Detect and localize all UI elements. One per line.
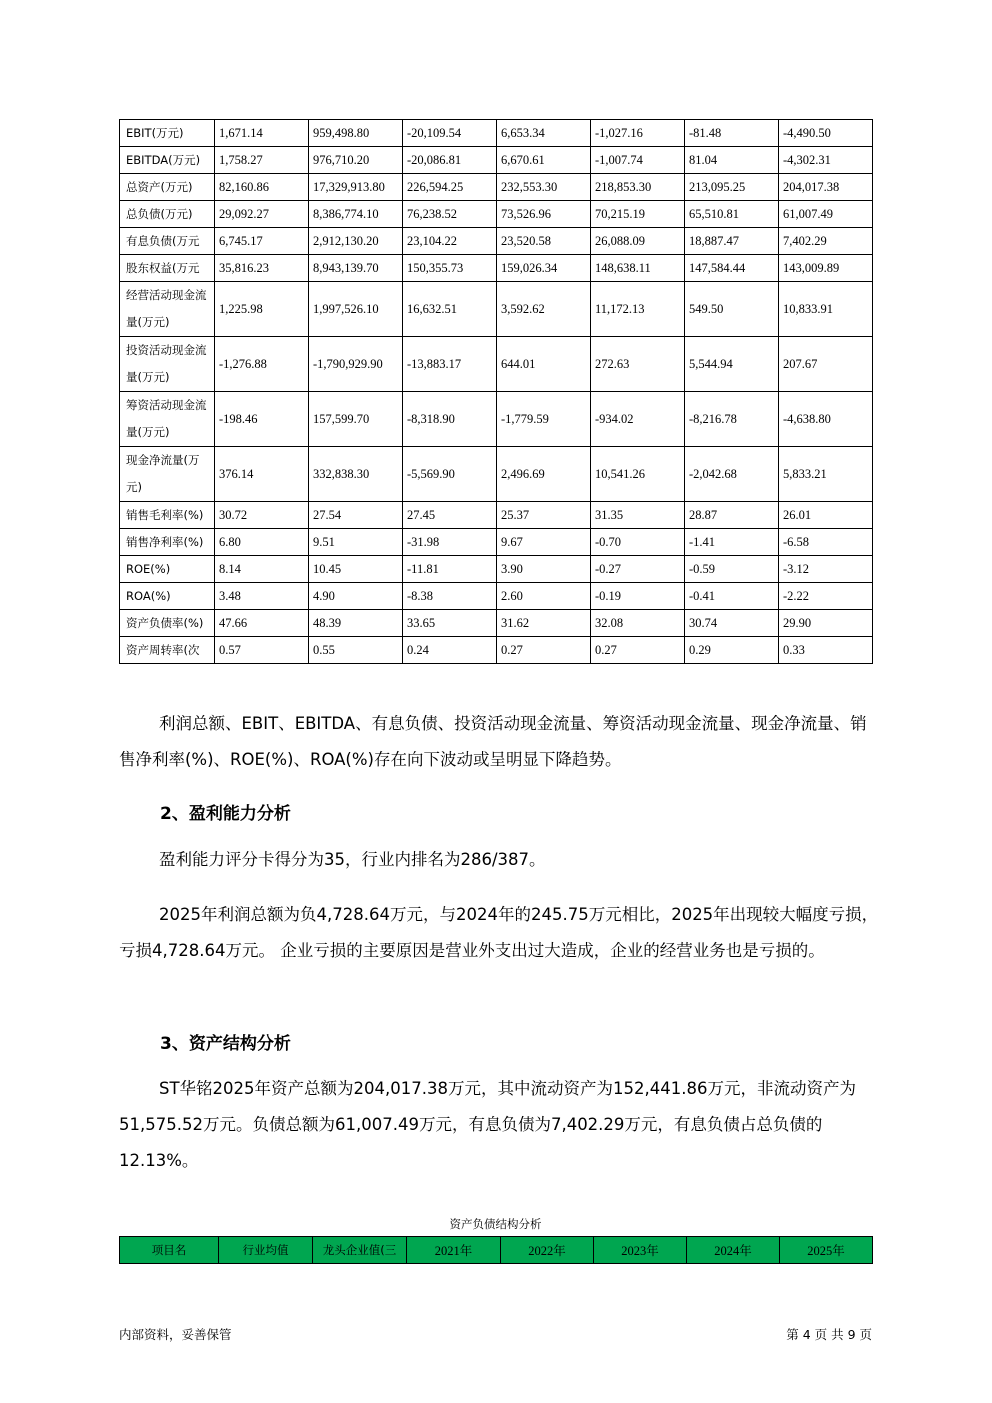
table-cell: 0.27 xyxy=(497,637,591,664)
row-label: 资产负债率(%) xyxy=(120,610,215,637)
table-cell: 32.08 xyxy=(591,610,685,637)
table-cell: -8,216.78 xyxy=(685,392,779,447)
header-cell: 2023年 xyxy=(594,1237,687,1264)
table-cell: -11.81 xyxy=(403,556,497,583)
table-cell: 1,758.27 xyxy=(215,147,309,174)
table-cell: 48.39 xyxy=(309,610,403,637)
table-cell: 82,160.86 xyxy=(215,174,309,201)
table-cell: 2,496.69 xyxy=(497,447,591,502)
table-cell: 644.01 xyxy=(497,337,591,392)
row-label: ROA(%) xyxy=(120,583,215,610)
header-cell: 2024年 xyxy=(687,1237,780,1264)
table-cell: 1,225.98 xyxy=(215,282,309,337)
table-cell: -5,569.90 xyxy=(403,447,497,502)
table-cell: 31.35 xyxy=(591,502,685,529)
table-cell: 70,215.19 xyxy=(591,201,685,228)
table-cell: 30.72 xyxy=(215,502,309,529)
table-cell: 207.67 xyxy=(779,337,873,392)
trend-paragraph: 利润总额、EBIT、EBITDA、有息负债、投资活动现金流量、筹资活动现金流量、现金净流量、销售净利率(%)、ROE(%)、ROA(%)存在向下波动或呈明显下降趋势。 xyxy=(119,714,867,769)
row-label: 总资产(万元) xyxy=(120,174,215,201)
table-cell: -4,638.80 xyxy=(779,392,873,447)
table-cell: 147,584.44 xyxy=(685,255,779,282)
table-cell: -198.46 xyxy=(215,392,309,447)
row-label: 筹资活动现金流量(万元) xyxy=(120,392,215,447)
table-row xyxy=(120,282,873,337)
table-cell: 1,997,526.10 xyxy=(309,282,403,337)
table-cell: -2,042.68 xyxy=(685,447,779,502)
table-cell: 28.87 xyxy=(685,502,779,529)
footer-page-number: 第 4 页 共 9 页 xyxy=(786,1327,872,1342)
table-cell: 150,355.73 xyxy=(403,255,497,282)
table-cell: 4.90 xyxy=(309,583,403,610)
table-cell: 23,520.58 xyxy=(497,228,591,255)
table-cell: 5,833.21 xyxy=(779,447,873,502)
table-cell: 3,592.62 xyxy=(497,282,591,337)
table-cell: 159,026.34 xyxy=(497,255,591,282)
table-row xyxy=(120,610,873,637)
table-cell: 0.29 xyxy=(685,637,779,664)
structure-table-caption: 资产负债结构分析 xyxy=(449,1217,542,1231)
table-cell: 29,092.27 xyxy=(215,201,309,228)
table-cell: 3.48 xyxy=(215,583,309,610)
table-cell: 148,638.11 xyxy=(591,255,685,282)
table-row xyxy=(120,502,873,529)
table-cell: 2,912,130.20 xyxy=(309,228,403,255)
row-label: 销售毛利率(%) xyxy=(120,502,215,529)
table-cell: 25.37 xyxy=(497,502,591,529)
table-row xyxy=(120,447,873,502)
table-cell: 6,670.61 xyxy=(497,147,591,174)
table-cell: 35,816.23 xyxy=(215,255,309,282)
table-cell: -13,883.17 xyxy=(403,337,497,392)
table-cell: 157,599.70 xyxy=(309,392,403,447)
header-cell: 2022年 xyxy=(501,1237,594,1264)
row-label: 现金净流量(万元) xyxy=(120,447,215,502)
table-cell: 6,653.34 xyxy=(497,120,591,147)
table-cell: 7,402.29 xyxy=(779,228,873,255)
table-cell: 6.80 xyxy=(215,529,309,556)
header-cell: 2025年 xyxy=(780,1237,873,1264)
table-cell: 18,887.47 xyxy=(685,228,779,255)
table-cell: 47.66 xyxy=(215,610,309,637)
table-cell: -8.38 xyxy=(403,583,497,610)
table-cell: -1,276.88 xyxy=(215,337,309,392)
table-cell: -4,490.50 xyxy=(779,120,873,147)
row-label: 总负债(万元) xyxy=(120,201,215,228)
table-cell: 0.24 xyxy=(403,637,497,664)
table-row xyxy=(120,174,873,201)
profitability-detail-text: 2025年利润总额为负4,728.64万元，与2024年的245.75万元相比，2025年出现较大幅度亏损，亏损4,728.64万元。 企业亏损的主要原因是营业外支出过大造成，企业的经营业务也是亏损的。 xyxy=(119,905,879,960)
table-cell: -3.12 xyxy=(779,556,873,583)
table-cell: 65,510.81 xyxy=(685,201,779,228)
section-heading-asset-structure: 3、资产结构分析 xyxy=(160,1034,291,1054)
table-cell: 73,526.96 xyxy=(497,201,591,228)
table-cell: -81.48 xyxy=(685,120,779,147)
table-cell: 332,838.30 xyxy=(309,447,403,502)
table-cell: 61,007.49 xyxy=(779,201,873,228)
table-cell: -31.98 xyxy=(403,529,497,556)
table-cell: 549.50 xyxy=(685,282,779,337)
table-cell: 204,017.38 xyxy=(779,174,873,201)
row-label: ROE(%) xyxy=(120,556,215,583)
row-label: 销售净利率(%) xyxy=(120,529,215,556)
table-row xyxy=(120,556,873,583)
financial-indicators-table xyxy=(119,119,873,664)
table-cell: 8.14 xyxy=(215,556,309,583)
table-cell: 8,943,139.70 xyxy=(309,255,403,282)
table-cell: 26.01 xyxy=(779,502,873,529)
footer-confidential-note: 内部资料，妥善保管 xyxy=(119,1327,232,1342)
financial-table-body xyxy=(120,120,873,664)
table-cell: 81.04 xyxy=(685,147,779,174)
table-cell: -20,109.54 xyxy=(403,120,497,147)
table-cell: -6.58 xyxy=(779,529,873,556)
table-row xyxy=(120,337,873,392)
table-row xyxy=(120,201,873,228)
table-cell: -8,318.90 xyxy=(403,392,497,447)
asset-liability-structure-table xyxy=(119,1236,873,1264)
table-cell: 11,172.13 xyxy=(591,282,685,337)
table-row xyxy=(120,637,873,664)
row-label: 投资活动现金流量(万元) xyxy=(120,337,215,392)
profitability-score-text: 盈利能力评分卡得分为35，行业内排名为286/387。 xyxy=(159,850,546,869)
table-cell: -1.41 xyxy=(685,529,779,556)
table-cell: -0.19 xyxy=(591,583,685,610)
row-label: 有息负债(万元 xyxy=(120,228,215,255)
table-cell: -0.41 xyxy=(685,583,779,610)
row-label: EBITDA(万元) xyxy=(120,147,215,174)
table-cell: 17,329,913.80 xyxy=(309,174,403,201)
row-label: 股东权益(万元 xyxy=(120,255,215,282)
table-cell: 0.33 xyxy=(779,637,873,664)
table-cell: -4,302.31 xyxy=(779,147,873,174)
table-cell: 8,386,774.10 xyxy=(309,201,403,228)
table-cell: -1,790,929.90 xyxy=(309,337,403,392)
table-cell: 6,745.17 xyxy=(215,228,309,255)
table-row xyxy=(120,392,873,447)
structure-table-header-row xyxy=(120,1237,873,1264)
table-cell: 226,594.25 xyxy=(403,174,497,201)
table-cell: 232,553.30 xyxy=(497,174,591,201)
table-cell: 10,833.91 xyxy=(779,282,873,337)
table-row xyxy=(120,147,873,174)
table-cell: -0.70 xyxy=(591,529,685,556)
header-cell: 项目名 xyxy=(120,1237,219,1264)
table-cell: 26,088.09 xyxy=(591,228,685,255)
table-row xyxy=(120,529,873,556)
table-cell: 2.60 xyxy=(497,583,591,610)
table-cell: 143,009.89 xyxy=(779,255,873,282)
table-cell: 31.62 xyxy=(497,610,591,637)
table-cell: 0.27 xyxy=(591,637,685,664)
header-cell: 龙头企业值(三 xyxy=(313,1237,407,1264)
table-cell: 959,498.80 xyxy=(309,120,403,147)
table-row xyxy=(120,228,873,255)
row-label: EBIT(万元) xyxy=(120,120,215,147)
table-cell: 33.65 xyxy=(403,610,497,637)
table-cell: 5,544.94 xyxy=(685,337,779,392)
table-cell: 976,710.20 xyxy=(309,147,403,174)
table-cell: 30.74 xyxy=(685,610,779,637)
table-row xyxy=(120,120,873,147)
table-cell: 29.90 xyxy=(779,610,873,637)
table-cell: 27.45 xyxy=(403,502,497,529)
table-cell: -0.59 xyxy=(685,556,779,583)
table-cell: 0.57 xyxy=(215,637,309,664)
table-cell: 9.67 xyxy=(497,529,591,556)
table-cell: -1,779.59 xyxy=(497,392,591,447)
table-cell: 1,671.14 xyxy=(215,120,309,147)
table-cell: -1,027.16 xyxy=(591,120,685,147)
table-cell: 376.14 xyxy=(215,447,309,502)
table-cell: 3.90 xyxy=(497,556,591,583)
table-cell: 213,095.25 xyxy=(685,174,779,201)
asset-structure-text: ST华铭2025年资产总额为204,017.38万元，其中流动资产为152,441.86万元，非流动资产为51,575.52万元。负债总额为61,007.49万元，有息负债为7,402.29万元，有息负债占总负债的12.13%。 xyxy=(119,1079,856,1170)
table-cell: 76,238.52 xyxy=(403,201,497,228)
table-cell: 23,104.22 xyxy=(403,228,497,255)
header-cell: 行业均值 xyxy=(219,1237,313,1264)
table-row xyxy=(120,583,873,610)
table-cell: 9.51 xyxy=(309,529,403,556)
table-cell: 0.55 xyxy=(309,637,403,664)
table-cell: -20,086.81 xyxy=(403,147,497,174)
table-cell: -934.02 xyxy=(591,392,685,447)
table-cell: 272.63 xyxy=(591,337,685,392)
section-heading-profitability: 2、盈利能力分析 xyxy=(160,804,291,824)
table-cell: -1,007.74 xyxy=(591,147,685,174)
header-cell: 2021年 xyxy=(407,1237,501,1264)
row-label: 资产周转率(次 xyxy=(120,637,215,664)
table-cell: -2.22 xyxy=(779,583,873,610)
table-cell: 10.45 xyxy=(309,556,403,583)
row-label: 经营活动现金流量(万元) xyxy=(120,282,215,337)
table-cell: -0.27 xyxy=(591,556,685,583)
table-cell: 218,853.30 xyxy=(591,174,685,201)
table-cell: 27.54 xyxy=(309,502,403,529)
table-row xyxy=(120,255,873,282)
table-cell: 16,632.51 xyxy=(403,282,497,337)
table-cell: 10,541.26 xyxy=(591,447,685,502)
